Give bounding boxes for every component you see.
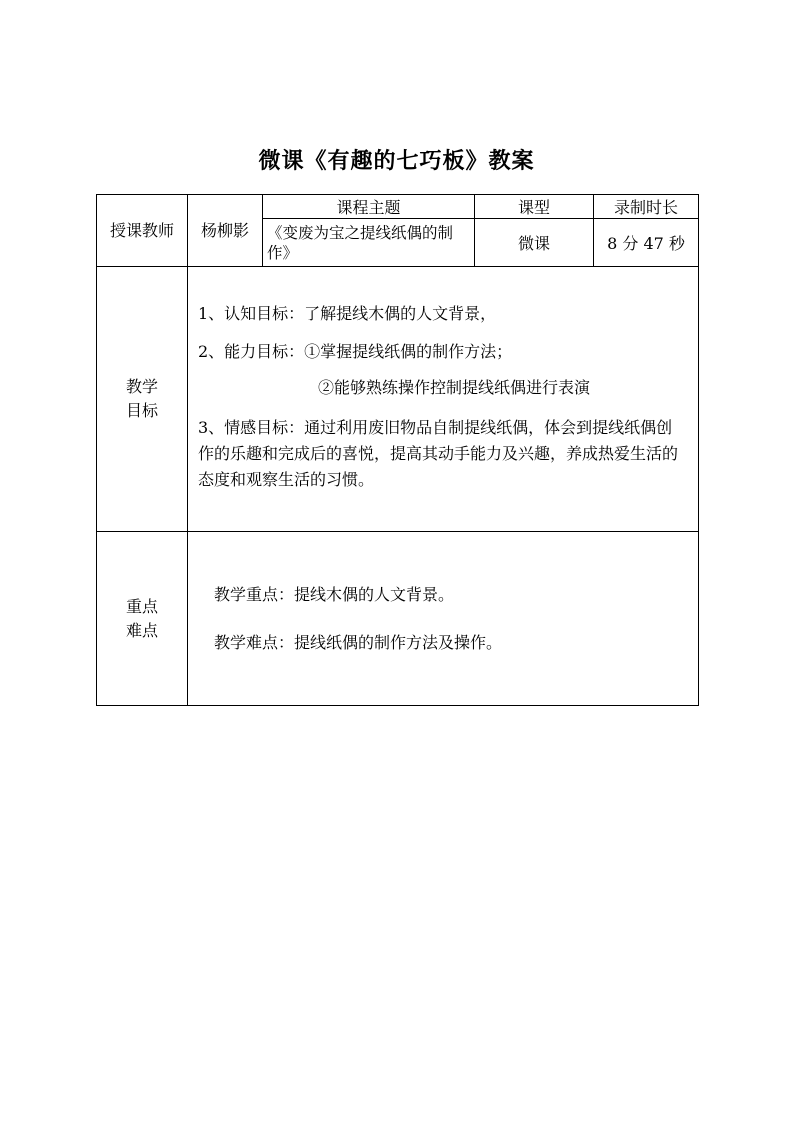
- key-points-label-cell: [97, 532, 188, 706]
- objectives-content-cell: [188, 267, 699, 532]
- topic-value: 《变废为宝之提线纸偶的制作》: [267, 223, 454, 262]
- duration-value-cell: [594, 219, 699, 267]
- teacher-name-cell: [188, 195, 263, 267]
- key-points-label-line1: 重点: [125, 596, 158, 616]
- header-row-top: [97, 195, 699, 219]
- difficulty-text: 教学难点：提线纸偶的制作方法及操作。: [214, 632, 503, 652]
- objectives-row: [97, 267, 699, 532]
- key-points-content-cell: [188, 532, 699, 706]
- objective-ability-sub: ②能够熟练操作控制提线纸偶进行表演: [318, 378, 591, 397]
- lesson-plan-table: [96, 194, 699, 706]
- key-points-row: [97, 532, 699, 706]
- objective-emotional: 3、情感目标：通过利用废旧物品自制提线纸偶，体会到提线纸偶创作的乐趣和完成后的喜悦，提高其动手能力及兴趣，养成热爱生活的态度和观察生活的习惯。: [198, 418, 679, 489]
- type-value-cell: [475, 219, 594, 267]
- teacher-label: 授课教师: [109, 220, 174, 240]
- objectives-label-cell: [97, 267, 188, 532]
- objective-ability: 2、能力目标：①掌握提线纸偶的制作方法；: [198, 342, 513, 361]
- topic-label-cell: [263, 195, 475, 219]
- type-label: 课型: [517, 198, 550, 217]
- type-value: 微课: [517, 234, 550, 253]
- objectives-label-line1: 教学: [125, 377, 158, 396]
- type-label-cell: [475, 195, 594, 219]
- topic-value-cell: [263, 219, 475, 267]
- duration-value: 8 分 47 秒: [607, 234, 685, 253]
- key-points-label-line2: 难点: [125, 620, 158, 640]
- topic-label: 课程主题: [336, 198, 401, 217]
- duration-label: 录制时长: [613, 198, 678, 217]
- teacher-label-cell: [97, 195, 188, 267]
- objectives-label-line2: 目标: [125, 401, 158, 420]
- duration-label-cell: [594, 195, 699, 219]
- objective-cognitive: 1、认知目标：了解提线木偶的人文背景，: [198, 304, 497, 323]
- page-title: 微课《有趣的七巧板》教案: [258, 149, 535, 174]
- key-point-text: 教学重点：提线木偶的人文背景。: [214, 584, 455, 604]
- teacher-name: 杨柳影: [200, 220, 249, 240]
